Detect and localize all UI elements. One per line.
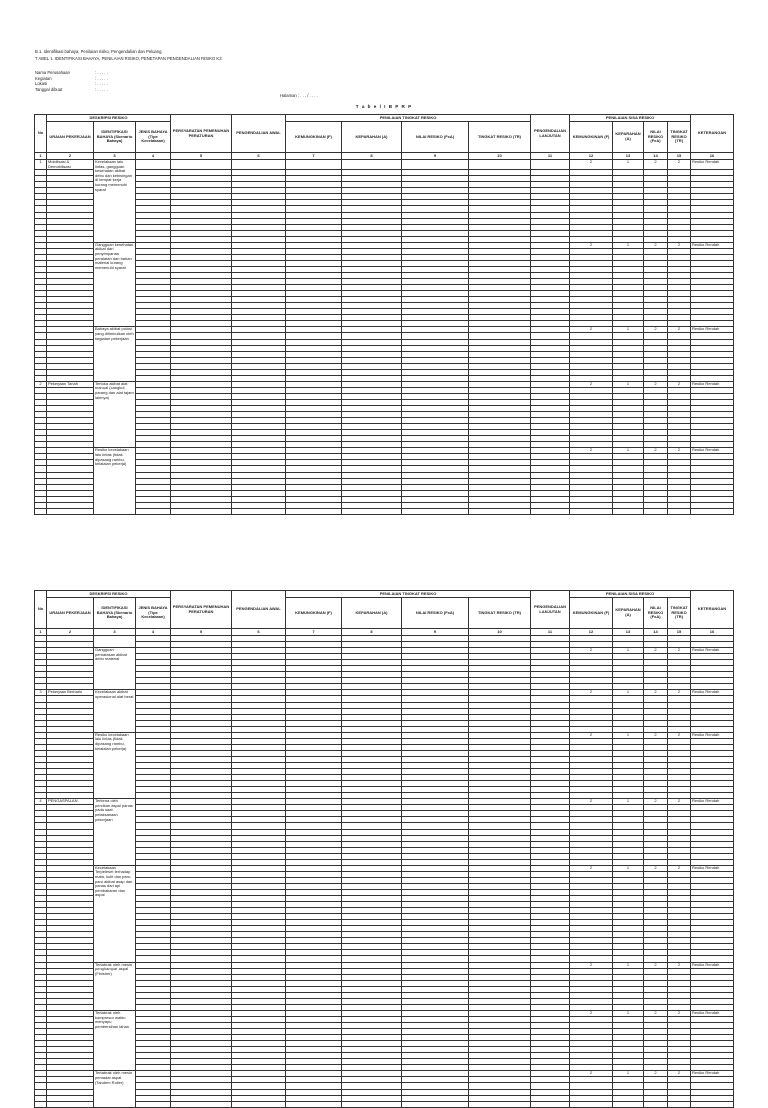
empty-cell — [613, 508, 644, 514]
ibprp-table-page-1 — [34, 114, 734, 515]
column-number-row — [35, 629, 734, 636]
empty-cell — [232, 160, 286, 170]
row-no: 4 — [35, 799, 47, 805]
sisa-tingkat: 2 — [668, 1071, 691, 1077]
empty-cell — [35, 1101, 47, 1107]
sisa-keparahan: 1 — [613, 799, 644, 805]
sisa-nilai: 2 — [644, 327, 668, 333]
sisa-kemungkinan: 2 — [570, 962, 613, 968]
keterangan: Resiko Rendah — [691, 690, 734, 696]
empty-cell — [469, 508, 531, 514]
col-num: 9 — [402, 629, 469, 636]
keterangan: Resiko Rendah — [691, 962, 734, 968]
table-body — [35, 636, 734, 1108]
sisa-nilai: 2 — [644, 448, 668, 454]
sisa-nilai: 2 — [644, 242, 668, 248]
identifikasi-bahaya: Kecelakaan lalu lintas, gangguan kesehatan akibat debu dan kebisingan di tempat kerja kurang memenuhi syarat — [94, 160, 136, 243]
empty-cell — [613, 1101, 644, 1107]
sisa-keparahan: 1 — [613, 1010, 644, 1016]
empty-cell — [644, 508, 668, 514]
sisa-tingkat: 2 — [668, 865, 691, 871]
empty-cell — [136, 508, 171, 514]
uraian-pekerjaan: Pekerjaan Tanah — [47, 381, 94, 387]
empty-cell — [644, 1101, 668, 1107]
ibprp-table-page-2 — [34, 590, 734, 1108]
col-group-penilaian: PENILAIAN TINGKAT RESIKO — [286, 591, 531, 598]
sisa-nilai: 2 — [644, 1010, 668, 1016]
keterangan: Resiko Rendah — [691, 327, 734, 333]
col-num: 15 — [668, 153, 691, 160]
col-num: 6 — [232, 153, 286, 160]
col-group-sisa: PENILAIAN SISA RESIKO — [570, 591, 691, 598]
sisa-keparahan: 1 — [613, 865, 644, 871]
col-num: 11 — [531, 629, 570, 636]
empty-cell — [171, 160, 232, 170]
meta-row-date — [35, 87, 108, 93]
empty-cell — [47, 508, 94, 514]
empty-cell — [47, 1101, 94, 1107]
col-num: 15 — [668, 629, 691, 636]
keterangan: Resiko Rendah — [691, 242, 734, 248]
col-num: 4 — [136, 153, 171, 160]
meta-value: : . . . . . — [95, 70, 108, 75]
empty-cell — [342, 160, 402, 170]
col-num: 8 — [342, 153, 402, 160]
keterangan: Resiko Rendah — [691, 865, 734, 871]
sisa-kemungkinan: 2 — [570, 799, 613, 805]
col-keterangan: KETERANGAN — [691, 115, 734, 153]
meta-label: Kegiatan — [35, 75, 52, 81]
sisa-nilai: 2 — [644, 160, 668, 170]
col-jenis: JENIS BAHAYA (Tipe Kecelakaan) — [136, 122, 171, 153]
col-group-sisa: PENILAIAN SISA RESIKO — [570, 115, 691, 122]
col-num: 10 — [469, 629, 531, 636]
sisa-nilai: 2 — [644, 690, 668, 696]
empty-cell — [570, 1101, 613, 1107]
keterangan: Resiko Rendah — [691, 799, 734, 805]
meta-label: Lokasi — [35, 81, 48, 87]
col-keparahan: KEPARAHAN (A) — [342, 598, 402, 629]
sisa-nilai: 2 — [644, 381, 668, 387]
keterangan: Resiko Rendah — [691, 160, 734, 170]
col-num: 3 — [94, 153, 136, 160]
identifikasi-bahaya: Resiko kecelakaan lalu lintas (tidak dipasang rambu, kelalaian pekerja) — [94, 448, 136, 515]
empty-cell — [171, 1101, 232, 1107]
col-num: 14 — [644, 153, 668, 160]
identifikasi-bahaya: Tertabrak oleh mesin penghampar aspal (Finisher) — [94, 962, 136, 1010]
sisa-tingkat: 2 — [668, 327, 691, 333]
col-group-deskripsi: DESKRIPSI RESIKO — [47, 115, 171, 122]
col-keparahan: KEPARAHAN (A) — [342, 122, 402, 153]
col-uraian: URAIAN PEKERJAAN — [47, 122, 94, 153]
sisa-keparahan: 1 — [613, 242, 644, 248]
row-no: 3 — [35, 690, 47, 696]
col-tingkat-sisa: TINGKAT RESIKO (TR) — [668, 122, 691, 153]
sisa-kemungkinan: 2 — [570, 327, 613, 333]
empty-cell — [232, 508, 286, 514]
sisa-nilai: 2 — [644, 732, 668, 738]
sisa-tingkat: 2 — [668, 648, 691, 654]
sisa-kemungkinan: 2 — [570, 160, 613, 170]
col-num: 16 — [691, 629, 734, 636]
sisa-nilai: 2 — [644, 962, 668, 968]
sisa-tingkat: 2 — [668, 381, 691, 387]
meta-value: : . . . . . — [95, 81, 108, 87]
table-caption: T a b e l I B P R P — [355, 104, 413, 109]
meta-label: Nama Perusahaan — [35, 70, 70, 75]
empty-cell — [136, 1101, 171, 1107]
col-num: 7 — [286, 629, 342, 636]
col-identifikasi: IDENTIFIKASI BAHAYA (Skenario Bahaya) — [94, 122, 136, 153]
page-number: Halaman : . . . / . . . . — [280, 93, 318, 98]
keterangan: Resiko Rendah — [691, 1010, 734, 1016]
heading-line-1: B.1. Identifikasi bahaya, Penilaian risiko, Pengendalian dan Peluang. — [35, 49, 163, 54]
col-no: No — [35, 591, 47, 629]
identifikasi-bahaya: Tertabrak oleh kompresor waktu menyapu pembersihan lahan — [94, 1010, 136, 1070]
identifikasi-bahaya — [94, 636, 136, 648]
sisa-nilai: 2 — [644, 799, 668, 805]
uraian-pekerjaan: Mobilisasi & Demobilisasi — [47, 160, 94, 170]
col-num: 5 — [171, 629, 232, 636]
sisa-kemungkinan: 2 — [570, 1071, 613, 1077]
identifikasi-bahaya: Gangguan pernafasan akibat debu material — [94, 648, 136, 690]
sisa-kemungkinan: 2 — [570, 448, 613, 454]
meta-value: : . . . . . — [95, 75, 108, 81]
sisa-tingkat: 2 — [668, 448, 691, 454]
identifikasi-bahaya: Kecelakaan akibat operasional alat berat — [94, 690, 136, 732]
col-nilai-sisa: NILAI RESIKO (FxA) — [644, 598, 668, 629]
col-kemungkinan: KEMUNGKINAN (F) — [286, 122, 342, 153]
row-no: 2 — [35, 381, 47, 387]
col-tingkat: TINGKAT RESIKO (TR) — [469, 598, 531, 629]
col-num: 1 — [35, 153, 47, 160]
empty-cell — [342, 508, 402, 514]
col-num: 11 — [531, 153, 570, 160]
heading-line-2: T ABEL 1. IDENTIFIKASI BAHAYA, PENILAIAN RISIKO, PENETAPAN PENGENDALIAN RISIKO K3 — [35, 56, 222, 61]
sisa-nilai: 2 — [644, 1071, 668, 1077]
col-pengendalian-lanjutan: PENGENDALIAN LANJUTAN — [531, 115, 570, 153]
table-header — [35, 115, 734, 160]
sisa-keparahan: 1 — [613, 1071, 644, 1077]
sisa-kemungkinan: 2 — [570, 732, 613, 738]
empty-cell — [531, 160, 570, 170]
sisa-kemungkinan: 2 — [570, 865, 613, 871]
col-num: 10 — [469, 153, 531, 160]
col-keparahan-sisa: KEPARAHAN (A) — [613, 598, 644, 629]
empty-cell — [136, 160, 171, 170]
sisa-kemungkinan: 2 — [570, 1010, 613, 1016]
col-num: 2 — [47, 629, 94, 636]
empty-cell — [402, 160, 469, 170]
col-jenis: JENIS BAHAYA (Tipe Kecelakaan) — [136, 598, 171, 629]
hazard-row — [35, 160, 734, 170]
sisa-kemungkinan: 2 — [570, 648, 613, 654]
sisa-tingkat: 2 — [668, 799, 691, 805]
identifikasi-bahaya: Tertuka akibat alat manual (cangkul, parang dan alat tajam lainnya) — [94, 381, 136, 448]
uraian-pekerjaan: PENGASPALAN — [47, 799, 94, 805]
sisa-tingkat: 2 — [668, 732, 691, 738]
col-keterangan: KETERANGAN — [691, 591, 734, 629]
col-kemungkinan: KEMUNGKINAN (F) — [286, 598, 342, 629]
col-kemungkinan-sisa: KEMUNGKINAN (F) — [570, 598, 613, 629]
col-nilai: NILAI RESIKO (FxA) — [402, 122, 469, 153]
sisa-keparahan: 1 — [613, 962, 644, 968]
sisa-keparahan: 1 — [613, 448, 644, 454]
col-identifikasi: IDENTIFIKASI BAHAYA (Skenario Bahaya) — [94, 598, 136, 629]
empty-cell — [342, 1101, 402, 1107]
col-kemungkinan-sisa: KEMUNGKINAN (F) — [570, 122, 613, 153]
empty-cell — [691, 1101, 734, 1107]
row-no: 1 — [35, 160, 47, 170]
empty-cell — [469, 160, 531, 170]
identifikasi-bahaya: Bahaya akibat polusi yang ditimbulkan oleh kegiatan pekerjaan — [94, 327, 136, 381]
meta-block — [35, 70, 108, 92]
empty-cell — [232, 1101, 286, 1107]
col-num: 5 — [171, 153, 232, 160]
empty-cell — [402, 508, 469, 514]
col-no: No — [35, 115, 47, 153]
sisa-keparahan: 1 — [613, 381, 644, 387]
col-nilai-sisa: NILAI RESIKO (FxA) — [644, 122, 668, 153]
sisa-nilai: 2 — [644, 865, 668, 871]
empty-cell — [570, 508, 613, 514]
keterangan: Resiko Rendah — [691, 648, 734, 654]
col-keparahan-sisa: KEPARAHAN (A) — [613, 122, 644, 153]
col-num: 7 — [286, 153, 342, 160]
col-tingkat: TINGKAT RESIKO (TR) — [469, 122, 531, 153]
blank-row — [35, 508, 734, 514]
col-num: 12 — [570, 629, 613, 636]
col-num: 13 — [613, 629, 644, 636]
identifikasi-bahaya: Terkena oleh percikan aspal panas pada saat pelaksanaan pekerjaan — [94, 799, 136, 866]
col-num: 8 — [342, 629, 402, 636]
sisa-kemungkinan: 2 — [570, 381, 613, 387]
sisa-keparahan: 1 — [613, 732, 644, 738]
keterangan: Resiko Rendah — [691, 381, 734, 387]
identifikasi-bahaya: Kecelakaan Terpeleset terhadap mata, kulit dan paru-paru akibat asap dan panas dari api pembakaran dan aspal — [94, 865, 136, 962]
keterangan: Resiko Rendah — [691, 732, 734, 738]
col-num: 2 — [47, 153, 94, 160]
sisa-tingkat: 2 — [668, 1010, 691, 1016]
sisa-kemungkinan: 2 — [570, 242, 613, 248]
col-num: 4 — [136, 629, 171, 636]
col-num: 14 — [644, 629, 668, 636]
col-uraian: URAIAN PEKERJAAN — [47, 598, 94, 629]
col-num: 16 — [691, 153, 734, 160]
col-persyaratan: PERSYARATAN PEMENUHAN PERATURAN — [171, 591, 232, 629]
sisa-keparahan: 1 — [613, 160, 644, 170]
sisa-tingkat: 2 — [668, 242, 691, 248]
uraian-pekerjaan: Pekerjaan Berbaris — [47, 690, 94, 696]
col-num: 1 — [35, 629, 47, 636]
table-body — [35, 160, 734, 515]
sisa-tingkat: 2 — [668, 962, 691, 968]
col-num: 6 — [232, 629, 286, 636]
sisa-tingkat: 2 — [668, 690, 691, 696]
sisa-keparahan: 1 — [613, 690, 644, 696]
col-tingkat-sisa: TINGKAT RESIKO (TR) — [668, 598, 691, 629]
sisa-nilai: 2 — [644, 648, 668, 654]
col-num: 12 — [570, 153, 613, 160]
empty-cell — [35, 508, 47, 514]
keterangan: Resiko Rendah — [691, 1071, 734, 1077]
col-num: 13 — [613, 153, 644, 160]
col-pengendalian-awal: PENGENDALIAN AWAL — [232, 115, 286, 153]
empty-cell — [469, 1101, 531, 1107]
identifikasi-bahaya: Gangguan kesehatan akibat dari penyimpanan peralatan dan bahan material kurang memenuhi syarat — [94, 242, 136, 327]
sisa-kemungkinan: 2 — [570, 690, 613, 696]
empty-cell — [531, 1101, 570, 1107]
identifikasi-bahaya: Tertabrak oleh mesin pemadat aspal (Tandem Roller) — [94, 1071, 136, 1107]
col-persyaratan: PERSYARATAN PEMENUHAN PERATURAN — [171, 115, 232, 153]
meta-label: Tanggal dibuat — [35, 86, 63, 92]
col-num: 3 — [94, 629, 136, 636]
col-group-deskripsi: DESKRIPSI RESIKO — [47, 591, 171, 598]
table-header — [35, 591, 734, 636]
meta-value: : . . . . . — [95, 86, 108, 92]
empty-cell — [286, 160, 342, 170]
empty-cell — [286, 508, 342, 514]
keterangan: Resiko Rendah — [691, 448, 734, 454]
sisa-tingkat: 2 — [668, 160, 691, 170]
sisa-keparahan: 1 — [613, 327, 644, 333]
empty-cell — [668, 508, 691, 514]
empty-cell — [691, 508, 734, 514]
sisa-keparahan: 1 — [613, 648, 644, 654]
identifikasi-bahaya: Resiko kecelakaan lalu lintas (tidak dipasang rambu, kelalaian pekerja) — [94, 732, 136, 799]
col-nilai: NILAI RESIKO (FxA) — [402, 598, 469, 629]
col-num: 9 — [402, 153, 469, 160]
empty-cell — [402, 1101, 469, 1107]
col-group-penilaian: PENILAIAN TINGKAT RESIKO — [286, 115, 531, 122]
empty-cell — [286, 1101, 342, 1107]
column-number-row — [35, 153, 734, 160]
empty-cell — [171, 508, 232, 514]
col-pengendalian-lanjutan: PENGENDALIAN LANJUTAN — [531, 591, 570, 629]
col-pengendalian-awal: PENGENDALIAN AWAL — [232, 591, 286, 629]
empty-cell — [668, 1101, 691, 1107]
blank-row — [35, 1101, 734, 1107]
empty-cell — [531, 508, 570, 514]
